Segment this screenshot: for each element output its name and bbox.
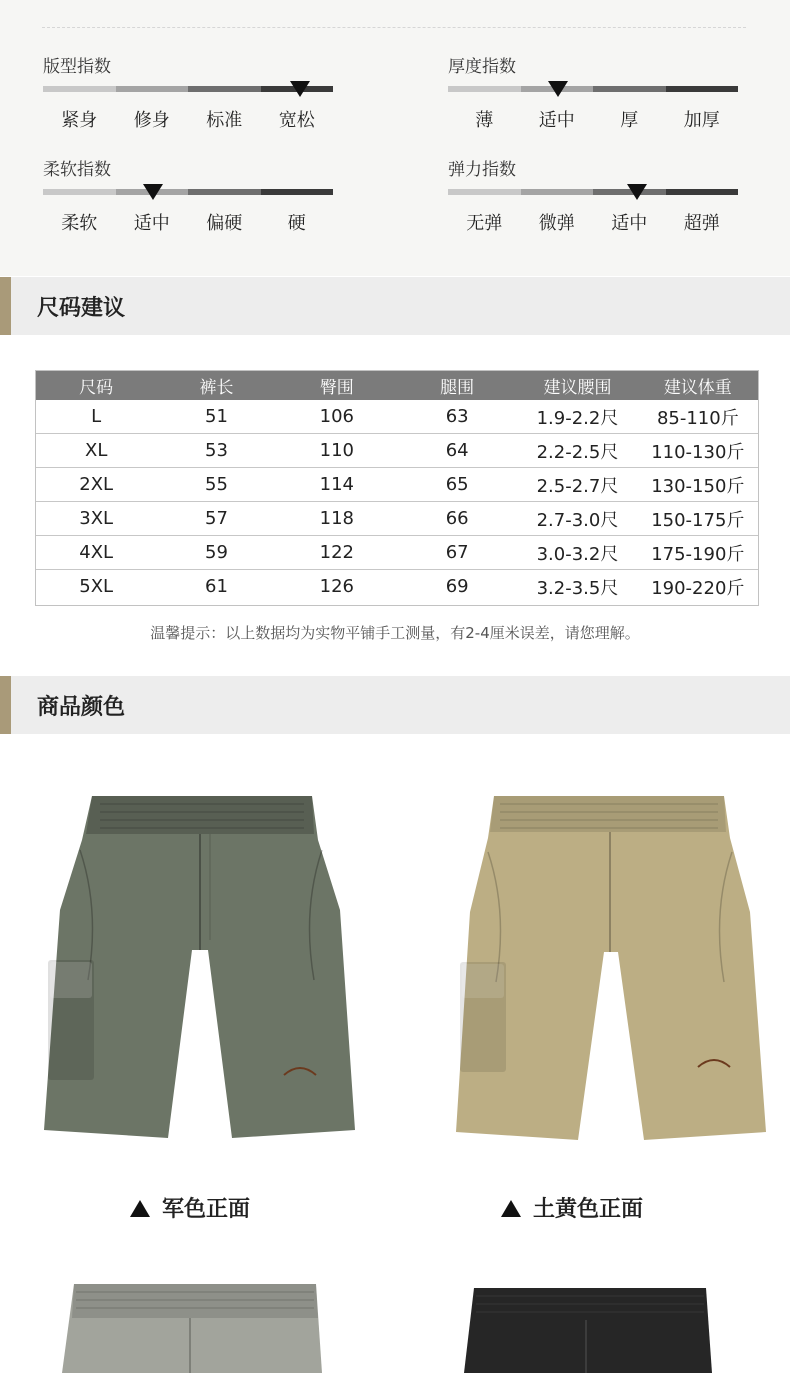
light-grey-shorts-image bbox=[60, 1282, 326, 1373]
elasticity-index-title: 弹力指数 bbox=[448, 160, 516, 180]
size-table-header bbox=[36, 371, 758, 400]
col-header: 尺码 bbox=[36, 371, 156, 400]
table-cell: 53 bbox=[156, 434, 276, 468]
softness-label: 硬 bbox=[287, 213, 306, 234]
softness-index-bar bbox=[43, 189, 333, 195]
triangle-up-icon bbox=[130, 1200, 150, 1217]
col-header: 臀围 bbox=[277, 371, 397, 400]
table-cell: 2.5-2.7尺 bbox=[517, 468, 637, 502]
table-row bbox=[36, 502, 758, 536]
table-cell: 57 bbox=[156, 502, 276, 536]
table-cell: 65 bbox=[397, 468, 517, 502]
table-row bbox=[36, 536, 758, 570]
softness-label: 偏硬 bbox=[206, 213, 243, 234]
elasticity-label: 微弹 bbox=[538, 213, 575, 234]
product-caption-khaki bbox=[501, 1192, 643, 1223]
table-cell: 66 bbox=[397, 502, 517, 536]
table-row bbox=[36, 400, 758, 434]
col-header: 裤长 bbox=[156, 371, 276, 400]
table-cell: 2XL bbox=[36, 468, 156, 502]
thickness-index-bar bbox=[448, 86, 738, 92]
table-cell: 64 bbox=[397, 434, 517, 468]
fit-index-title: 版型指数 bbox=[43, 57, 111, 77]
col-header: 建议腰围 bbox=[517, 371, 637, 400]
col-header: 建议体重 bbox=[638, 371, 758, 400]
table-cell: 3.0-3.2尺 bbox=[517, 536, 637, 570]
section-accent bbox=[0, 676, 11, 734]
table-cell: 69 bbox=[445, 576, 469, 597]
caption-text: 军色正面 bbox=[162, 1197, 251, 1222]
table-cell: L bbox=[36, 400, 156, 434]
table-cell: 150-175斤 bbox=[638, 502, 758, 536]
table-cell: 63 bbox=[397, 400, 517, 434]
table-row bbox=[36, 570, 758, 604]
softness-index-title: 柔软指数 bbox=[43, 160, 111, 180]
thickness-label: 薄 bbox=[475, 110, 494, 131]
size-table bbox=[36, 371, 758, 603]
elasticity-label: 适中 bbox=[611, 213, 648, 234]
section-accent bbox=[0, 277, 11, 335]
table-cell: 55 bbox=[156, 468, 276, 502]
table-row bbox=[36, 468, 758, 502]
table-row bbox=[36, 434, 758, 468]
color-section-title: 商品颜色 bbox=[37, 695, 126, 720]
table-cell: 1.9-2.2尺 bbox=[517, 400, 637, 434]
elasticity-label: 超弹 bbox=[683, 213, 720, 234]
table-cell: 175-190斤 bbox=[638, 536, 758, 570]
table-cell: 2.2-2.5尺 bbox=[517, 434, 637, 468]
table-cell: 126 bbox=[319, 576, 354, 597]
table-cell: 106 bbox=[277, 400, 397, 434]
fit-label: 标准 bbox=[206, 110, 243, 131]
size-section-title: 尺码建议 bbox=[37, 296, 126, 321]
table-cell: XL bbox=[36, 434, 156, 468]
khaki-shorts-image bbox=[454, 792, 770, 1144]
black-shorts-image bbox=[462, 1286, 716, 1373]
table-cell: 190-220斤 bbox=[651, 577, 745, 599]
thickness-label: 加厚 bbox=[683, 110, 720, 131]
fit-index-marker-icon bbox=[290, 81, 310, 97]
thickness-label: 厚 bbox=[620, 110, 639, 131]
softness-index-marker-icon bbox=[143, 184, 163, 200]
elasticity-index-marker-icon bbox=[627, 184, 647, 200]
table-cell: 85-110斤 bbox=[638, 400, 758, 434]
triangle-up-icon bbox=[501, 1200, 521, 1217]
thickness-index-title: 厚度指数 bbox=[448, 57, 516, 77]
table-cell: 110 bbox=[277, 434, 397, 468]
thickness-index-marker-icon bbox=[548, 81, 568, 97]
fit-label: 宽松 bbox=[278, 110, 315, 131]
table-cell: 59 bbox=[156, 536, 276, 570]
table-cell: 5XL bbox=[79, 576, 114, 597]
table-cell: 118 bbox=[277, 502, 397, 536]
table-cell: 4XL bbox=[36, 536, 156, 570]
table-cell: 114 bbox=[277, 468, 397, 502]
col-header: 腿围 bbox=[397, 371, 517, 400]
army-green-shorts-image bbox=[40, 790, 360, 1142]
softness-label: 适中 bbox=[133, 213, 170, 234]
table-cell: 67 bbox=[397, 536, 517, 570]
table-cell: 110-130斤 bbox=[638, 434, 758, 468]
table-cell: 3XL bbox=[36, 502, 156, 536]
color-section-header bbox=[0, 676, 790, 734]
table-cell: 61 bbox=[205, 576, 228, 597]
shorts-body bbox=[464, 1288, 712, 1373]
caption-text: 土黄色正面 bbox=[533, 1197, 644, 1222]
divider bbox=[42, 27, 746, 28]
size-section-header bbox=[0, 277, 790, 335]
index-panel bbox=[0, 0, 790, 276]
fit-label: 修身 bbox=[133, 110, 170, 131]
table-cell: 122 bbox=[277, 536, 397, 570]
table-cell: 3.2-3.5尺 bbox=[536, 577, 619, 599]
elasticity-label: 无弹 bbox=[466, 213, 503, 234]
elasticity-index-bar bbox=[448, 189, 738, 195]
measurement-tip: 温馨提示：以上数据均为实物平铺手工测量，有2-4厘米误差，请您理解。 bbox=[150, 624, 640, 642]
fit-label: 紧身 bbox=[61, 110, 98, 131]
thickness-label: 适中 bbox=[538, 110, 575, 131]
table-cell: 51 bbox=[156, 400, 276, 434]
table-cell: 130-150斤 bbox=[638, 468, 758, 502]
product-caption-army bbox=[130, 1192, 250, 1223]
softness-label: 柔软 bbox=[61, 213, 98, 234]
table-cell: 2.7-3.0尺 bbox=[517, 502, 637, 536]
